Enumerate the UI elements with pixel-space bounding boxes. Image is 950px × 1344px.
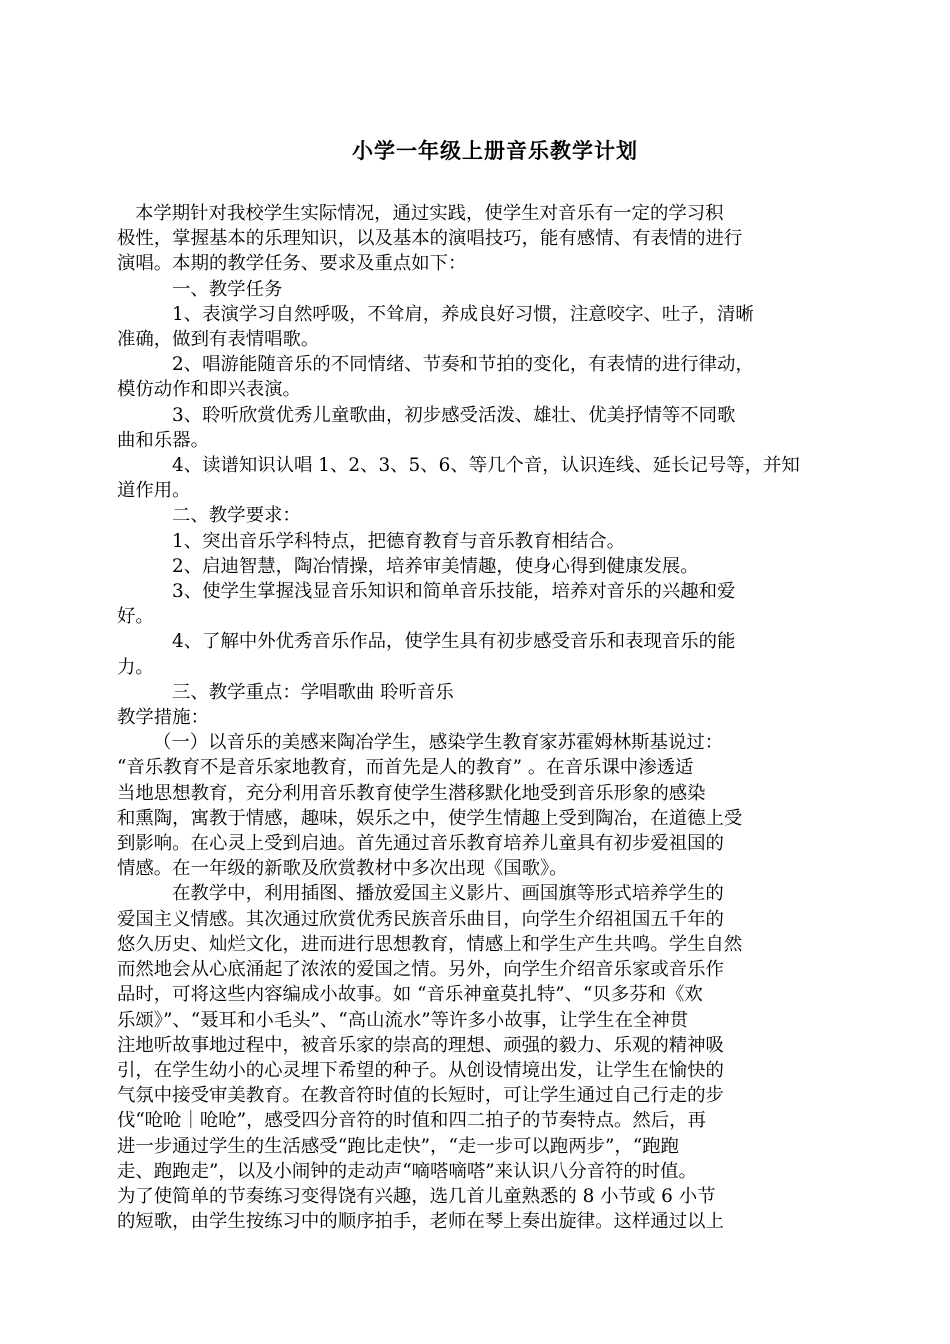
- page-title: 小学一年级上册音乐教学计划: [352, 138, 638, 163]
- paragraph-line: 到影响。在心灵上受到启迪。首先通过音乐教育培养儿童具有初步爱祖国的: [117, 833, 724, 855]
- paragraph-line: 模仿动作和即兴表演。: [117, 379, 301, 401]
- paragraph-line: 1、表演学习自然呼吸，不耸肩，养成良好习惯，注意咬字、吐子，清晰: [172, 303, 754, 325]
- paragraph-line: “音乐教育不是音乐家地教育，而首先是人的教育” 。在音乐课中渗透适: [117, 757, 694, 779]
- paragraph-line: 进一步通过学生的生活感受“跑比走快”，“走一步可以跑两步”，“跑跑: [117, 1135, 679, 1157]
- paragraph-line: 2、启迪智慧，陶冶情操，培养审美情趣，使身心得到健康发展。: [172, 555, 699, 577]
- paragraph-line: 气氛中接受审美教育。在教音符时值的长短时，可让学生通过自己行走的步: [117, 1085, 724, 1107]
- section-heading: 二、教学要求：: [172, 505, 301, 527]
- section-heading: 三、教学重点：学唱歌曲 聆听音乐: [172, 681, 454, 703]
- document-body: [117, 201, 839, 1234]
- paragraph-line: 3、使学生掌握浅显音乐知识和简单音乐技能，培养对音乐的兴趣和爱: [172, 581, 736, 603]
- paragraph-line: 力。: [117, 656, 154, 678]
- paragraph-line: 好。: [117, 606, 154, 628]
- paragraph-line: 品时，可将这些内容编成小故事。如 “音乐神童莫扎特”、“贝多芬和《欢: [117, 984, 703, 1006]
- paragraph-line: 2、唱游能随音乐的不同情绪、节奏和节拍的变化，有表情的进行律动，: [172, 354, 754, 376]
- paragraph-line: 乐颂》”、“聂耳和小毛头”、“高山流水”等许多小故事，让学生在全神贯: [117, 1009, 689, 1031]
- paragraph-line: 为了使简单的节奏练习变得饶有兴趣，选几首儿童熟悉的 8 小节或 6 小节: [117, 1185, 716, 1207]
- paragraph-line: 3、聆听欣赏优秀儿童歌曲，初步感受活泼、雄壮、优美抒情等不同歌: [172, 404, 736, 426]
- paragraph-line: 准确，做到有表情唱歌。: [117, 329, 320, 351]
- paragraph-line: 引，在学生幼小的心灵埋下希望的种子。从创设情境出发，让学生在愉快的: [117, 1059, 724, 1081]
- paragraph-line: 走、跑跑走”，以及小闹钟的走动声“嘀嗒嘀嗒”来认识八分音符的时值。: [117, 1160, 697, 1182]
- paragraph-line: 曲和乐器。: [117, 429, 209, 451]
- paragraph-line: 的短歌，由学生按练习中的顺序拍手，老师在琴上奏出旋律。这样通过以上: [117, 1211, 724, 1233]
- section-heading: 一、教学任务: [172, 278, 283, 300]
- paragraph-line: 当地思想教育，充分利用音乐教育使学生潜移默化地受到音乐形象的感染: [117, 782, 706, 804]
- paragraph-line: 极性，掌握基本的乐理知识，以及基本的演唱技巧，能有感情、有表情的进行: [117, 228, 743, 250]
- paragraph-line: 悠久历史、灿烂文化，进而进行思想教育，情感上和学生产生共鸣。学生自然: [117, 933, 743, 955]
- paragraph-line: 本学期针对我校学生实际情况，通过实践，使学生对音乐有一定的学习积: [135, 203, 724, 224]
- paragraph-line: 情感。在一年级的新歌及欣赏教材中多次出现《国歌》。: [117, 858, 568, 880]
- paragraph-line: 伐“呛呛｜呛呛”，感受四分音符的时值和四二拍子的节奏特点。然后，再: [117, 1110, 706, 1132]
- paragraph-line: 注地听故事地过程中，被音乐家的崇高的理想、顽强的毅力、乐观的精神吸: [117, 1034, 724, 1056]
- paragraph-line: 而然地会从心底涌起了浓浓的爱国之情。另外，向学生介绍音乐家或音乐作: [117, 959, 724, 981]
- paragraph-line: （一）以音乐的美感来陶冶学生，感染学生教育家苏霍姆林斯基说过：: [153, 732, 724, 754]
- paragraph-line: 爱国主义情感。其次通过欣赏优秀民族音乐曲目，向学生介绍祖国五千年的: [117, 908, 724, 930]
- section-heading: 教学措施：: [117, 707, 209, 729]
- paragraph-line: 在教学中，利用插图、播放爱国主义影片、画国旗等形式培养学生的: [172, 883, 724, 905]
- paragraph-line: 和熏陶，寓教于情感，趣味，娱乐之中，使学生情趣上受到陶冶，在道德上受: [117, 807, 743, 829]
- paragraph-line: 道作用。: [117, 480, 191, 502]
- paragraph-line: 4、读谱知识认唱 1、2、3、5、6、等几个音，认识连线、延长记号等，并知: [172, 455, 800, 477]
- paragraph-line: 4、了解中外优秀音乐作品，使学生具有初步感受音乐和表现音乐的能: [172, 631, 736, 653]
- paragraph-line: 演唱。本期的教学任务、要求及重点如下：: [117, 253, 467, 275]
- paragraph-line: 1、突出音乐学科特点，把德育教育与音乐教育相结合。: [172, 530, 626, 552]
